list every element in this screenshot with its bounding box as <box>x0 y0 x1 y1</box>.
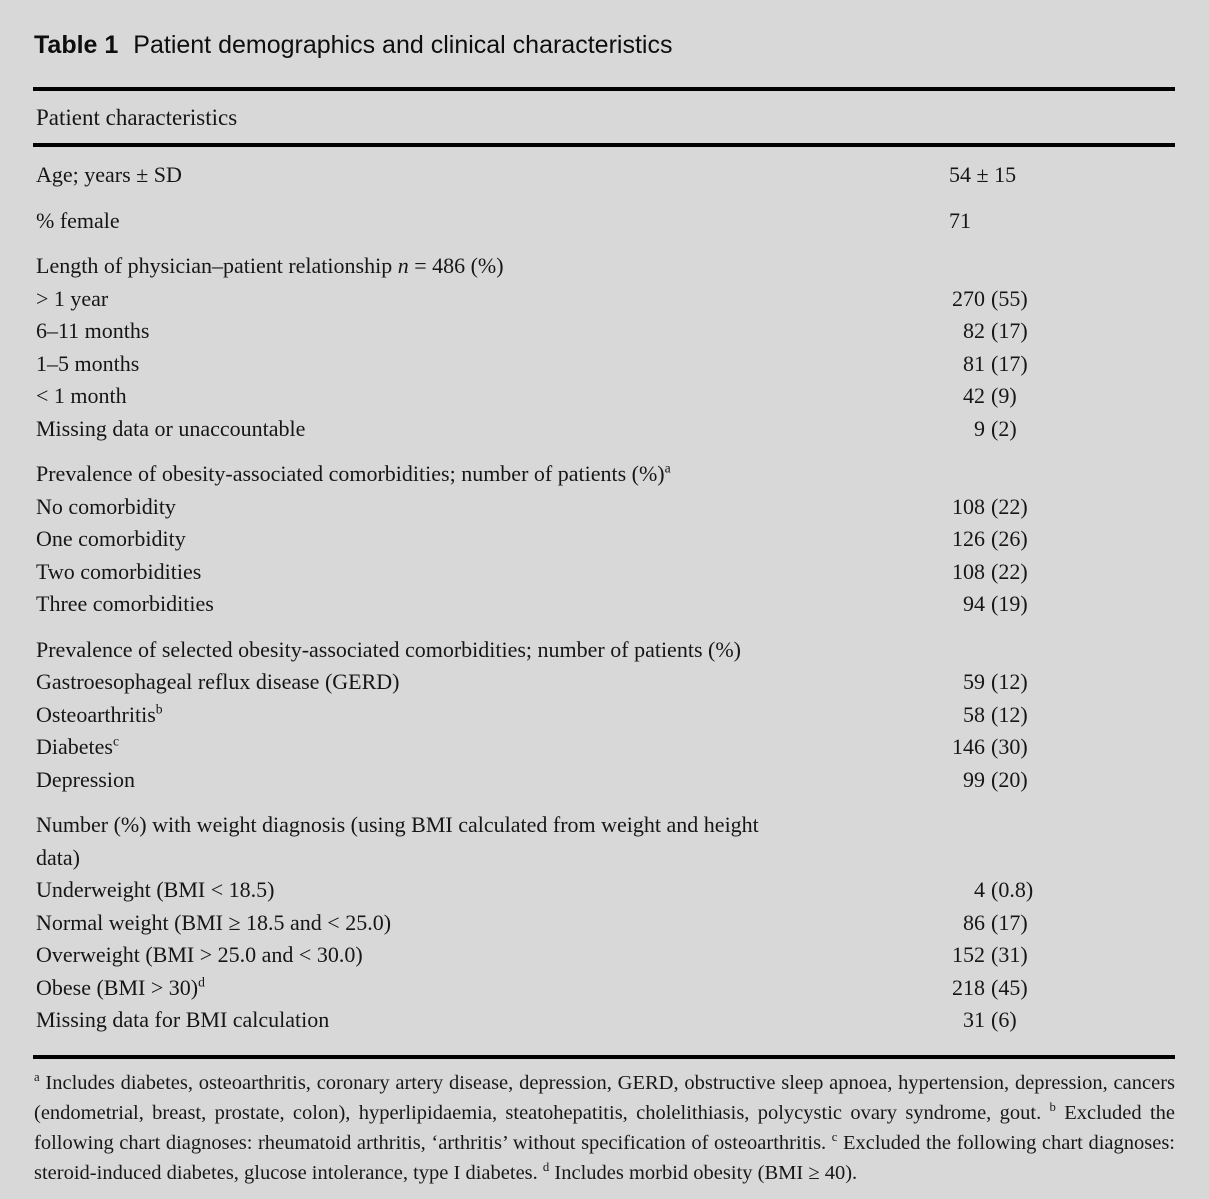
row-label <box>36 491 949 524</box>
superscript-marker: c <box>112 733 120 749</box>
row-label <box>36 348 949 381</box>
row-label-text: Depression <box>36 766 135 792</box>
row-label-text: Normal weight (BMI ≥ 18.5 and < 25.0) <box>36 909 392 935</box>
row-label-text: < 1 month <box>36 383 127 408</box>
row-label <box>36 939 949 972</box>
row-value-percent: (17) <box>991 318 1028 343</box>
row-value <box>949 731 1175 764</box>
row-label-text: Osteoarthritis <box>36 701 156 727</box>
row-value <box>949 380 1175 413</box>
superscript-marker: b <box>1049 1099 1056 1114</box>
table-row <box>36 874 1175 907</box>
row-label-text: > 1 year <box>36 285 109 311</box>
row-value-count: 146 <box>952 734 985 759</box>
table-row <box>36 556 1175 589</box>
row-label <box>36 972 949 1005</box>
row-label <box>36 205 949 238</box>
row-value-percent: (9) <box>991 383 1017 408</box>
row-label <box>36 666 949 699</box>
row-label-text: No comorbidity <box>36 493 176 519</box>
footnote-text: Includes diabetes, osteoarthritis, coronary artery disease, depression, GERD, obstructive sleep apnoea, hypertension, depression, cancers (endometrial, breast, prostate, colon), hyperlipidaemia, steatohepatitis, cholelithiasis, polycystic ovary syndrome, gout. <box>34 1071 1175 1124</box>
row-label-text: One comorbidity <box>36 526 186 551</box>
superscript-marker: c <box>831 1129 838 1144</box>
row-label-text: Missing data for BMI calculation <box>36 1007 330 1032</box>
row-value-count: 108 <box>952 558 985 584</box>
row-value <box>949 764 1175 797</box>
section-header-text: Prevalence of obesity-associated comorbidities; number of patients (%) <box>36 461 665 486</box>
table-row <box>36 764 1175 797</box>
section-header-text: Number (%) with weight diagnosis (using BMI calculated from weight and height <box>36 812 759 837</box>
row-value-percent: (17) <box>991 350 1028 376</box>
row-label-text: Age; years ± SD <box>36 162 182 187</box>
footnote-text: Excluded the following chart diagnoses: steroid-induced diabetes, glucose intolerance, type I diabetes. <box>34 1131 1175 1184</box>
footnotes <box>33 1059 1175 1188</box>
row-value-count: 86 <box>963 909 985 935</box>
superscript-marker: a <box>34 1069 40 1084</box>
table-row <box>36 491 1175 524</box>
table-row <box>36 315 1175 348</box>
row-label <box>36 283 949 316</box>
table-section <box>36 159 1175 192</box>
table-row <box>36 283 1175 316</box>
row-value <box>949 348 1175 381</box>
row-value-text: 54 ± 15 <box>949 162 1017 187</box>
row-value-percent: (12) <box>991 701 1028 727</box>
row-label-text: Two comorbidities <box>36 558 202 584</box>
row-value <box>949 556 1175 589</box>
table-row <box>36 588 1175 621</box>
row-value-count: 126 <box>952 526 985 551</box>
row-value-percent: (55) <box>991 285 1028 311</box>
section-header <box>36 809 1175 842</box>
row-value <box>949 315 1175 348</box>
row-label <box>36 413 949 446</box>
row-value-percent: (12) <box>991 669 1028 694</box>
row-label <box>36 588 949 621</box>
row-value-count: 81 <box>963 350 985 376</box>
table-row <box>36 205 1175 238</box>
section-header-text: = 486 (%) <box>408 253 504 278</box>
superscript-marker: d <box>542 1159 550 1174</box>
table-number: Table 1 <box>34 31 119 59</box>
row-value-count: 270 <box>952 285 985 311</box>
table-row <box>36 731 1175 764</box>
section-header <box>36 458 1175 491</box>
row-label-text: Underweight (BMI < 18.5) <box>36 877 275 902</box>
row-value-percent: (2) <box>991 415 1017 441</box>
row-value-count: 42 <box>963 383 985 408</box>
row-value-percent: (20) <box>991 766 1028 792</box>
row-label <box>36 764 949 797</box>
row-value-count: 152 <box>952 942 985 967</box>
row-label-text: % female <box>36 207 120 233</box>
row-value <box>949 874 1175 907</box>
table-section <box>36 205 1175 238</box>
table-row <box>36 699 1175 732</box>
row-label <box>36 159 949 192</box>
row-value-percent: (31) <box>991 942 1028 967</box>
table-section <box>36 458 1175 621</box>
row-label-text: Three comorbidities <box>36 591 214 616</box>
row-label <box>36 874 949 907</box>
table-row <box>36 348 1175 381</box>
row-value-percent: (45) <box>991 974 1028 1000</box>
row-value-count: 9 <box>974 415 985 441</box>
superscript-marker: d <box>198 974 205 990</box>
section-header-text: Length of physician–patient relationship <box>36 253 398 278</box>
row-value <box>949 666 1175 699</box>
footnote-text: Excluded the following chart diagnoses: rheumatoid arthritis, ‘arthritis’ without specification of osteoarthritis. <box>34 1101 1175 1154</box>
row-value-percent: (17) <box>991 909 1028 935</box>
row-value <box>949 907 1175 940</box>
row-value-percent: (19) <box>991 591 1028 616</box>
row-value-count: 108 <box>952 493 985 519</box>
row-value-count: 218 <box>952 974 985 1000</box>
table-row <box>36 1004 1175 1037</box>
superscript-marker: b <box>155 701 163 717</box>
row-label <box>36 1004 949 1037</box>
footnote-item <box>542 1159 858 1184</box>
section-header <box>36 634 1175 667</box>
row-value-count: 4 <box>974 877 985 902</box>
row-label <box>36 699 949 732</box>
row-value-percent: (26) <box>991 526 1028 551</box>
row-value <box>949 939 1175 972</box>
row-value-percent: (30) <box>991 734 1028 759</box>
row-value <box>949 588 1175 621</box>
section-header-italic: n <box>397 253 409 278</box>
row-value <box>949 699 1175 732</box>
table-row <box>36 380 1175 413</box>
table-row <box>36 413 1175 446</box>
row-value-count: 99 <box>963 766 985 792</box>
row-value-count: 31 <box>963 1007 985 1032</box>
table-row <box>36 523 1175 556</box>
section-header <box>36 250 1175 283</box>
section-header-text: Prevalence of selected obesity-associated comorbidities; number of patients (%) <box>36 636 741 662</box>
row-label <box>36 907 949 940</box>
superscript-marker: a <box>664 460 671 476</box>
row-value-count: 58 <box>963 701 985 727</box>
row-value <box>949 491 1175 524</box>
table-row <box>36 666 1175 699</box>
row-label-text: 6–11 months <box>36 318 150 343</box>
row-label <box>36 380 949 413</box>
row-value-count: 94 <box>963 591 985 616</box>
row-value <box>949 159 1175 192</box>
table-row <box>36 907 1175 940</box>
row-value <box>949 283 1175 316</box>
footnote-text: Includes morbid obesity (BMI ≥ 40). <box>549 1161 858 1184</box>
table-section <box>36 250 1175 445</box>
row-value-percent: (22) <box>991 493 1028 519</box>
table-row <box>36 972 1175 1005</box>
row-label-text: Missing data or unaccountable <box>36 415 306 441</box>
column-header: Patient characteristics <box>36 105 238 130</box>
row-value <box>949 205 1175 238</box>
row-label-text: 1–5 months <box>36 350 140 376</box>
row-label <box>36 523 949 556</box>
table-title <box>33 30 1175 60</box>
row-value <box>949 1004 1175 1037</box>
row-label-text: Diabetes <box>36 734 113 759</box>
section-header-line2: data) <box>36 844 80 870</box>
row-label-text: Obese (BMI > 30) <box>36 974 199 1000</box>
row-value <box>949 413 1175 446</box>
row-value-percent: (22) <box>991 558 1028 584</box>
table-row <box>36 159 1175 192</box>
row-label-text: Gastroesophageal reflux disease (GERD) <box>36 669 400 694</box>
table-title-text: Patient demographics and clinical characteristics <box>133 31 673 59</box>
row-value-count: 59 <box>963 669 985 694</box>
row-value-percent: (6) <box>991 1007 1017 1032</box>
row-value-count: 82 <box>963 318 985 343</box>
row-value <box>949 972 1175 1005</box>
table-body <box>33 147 1175 1037</box>
table-section <box>36 809 1175 1037</box>
row-label <box>36 556 949 589</box>
table-section <box>36 634 1175 797</box>
row-label <box>36 315 949 348</box>
row-value-text: 71 <box>949 207 971 233</box>
row-label-text: Overweight (BMI > 25.0 and < 30.0) <box>36 942 363 967</box>
row-label <box>36 731 949 764</box>
table-row <box>36 939 1175 972</box>
row-value-percent: (0.8) <box>991 877 1034 902</box>
footnote-item <box>34 1069 1175 1124</box>
row-value <box>949 523 1175 556</box>
